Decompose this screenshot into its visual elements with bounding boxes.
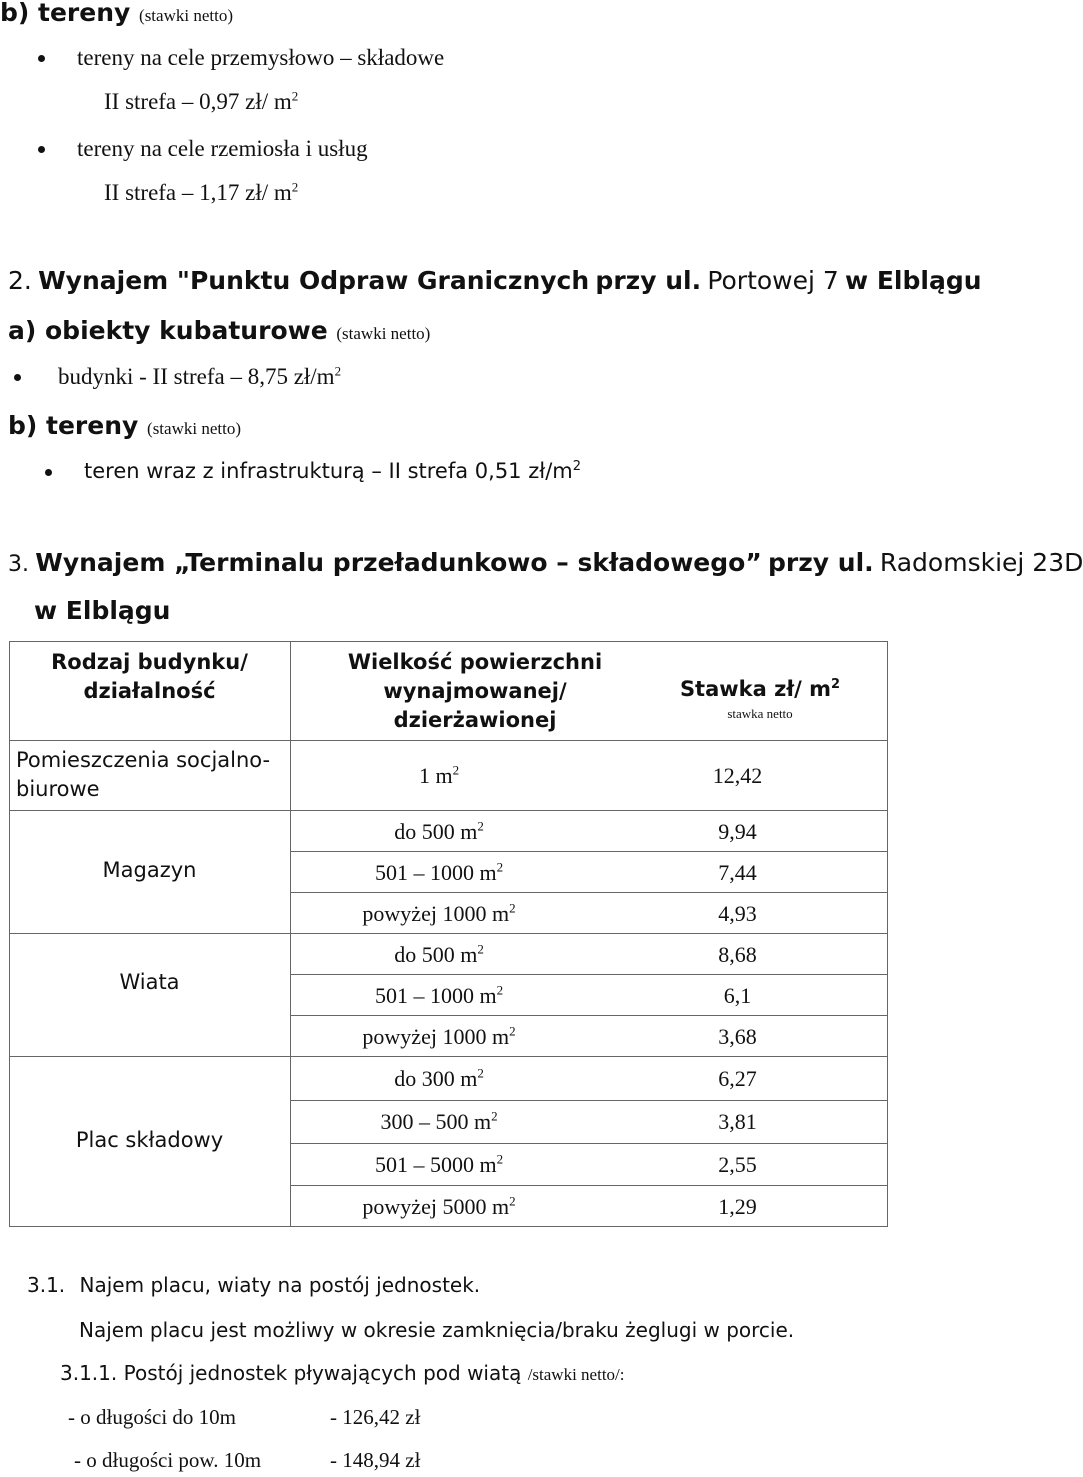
table-row: 501 – 1000 $m^2$ 6,1	[374, 982, 752, 1008]
table-row: 501 – 5000 $m^2$ 2,55	[374, 1151, 757, 1177]
column-header-type: Rodzaj budynku/ działalność	[51, 650, 248, 703]
bullet-icon	[38, 55, 45, 62]
type-cell: Plac składowy	[75, 1128, 224, 1152]
list-item: teren wraz z infrastrukturą – II strefa 0,51 $zł/m^2$	[84, 459, 582, 483]
type-cell: Magazyn	[102, 858, 197, 882]
bullet-icon	[45, 469, 52, 476]
table-row: 1 $m^2$ 12,42	[418, 762, 763, 788]
column-header-rate-note: stawka netto	[727, 706, 793, 721]
section-3-1-1-title: 3.1.1. Postój jednostek pływających pod wiatą /stawki netto/:	[60, 1361, 625, 1385]
section-3-title: 3. Wynajem „Terminalu przeładunkowo – składowego” przy ul. Radomskiej 23D	[8, 548, 1083, 577]
table-row: 300 – 500 $m^2$ 3,81	[380, 1108, 757, 1134]
list-item-line1: tereny na cele rzemiosła i usług	[77, 136, 368, 161]
table-row: powyżej 5000 $m^2$ 1,29	[362, 1193, 757, 1219]
table-row: powyżej 1000 $m^2$ 4,93	[362, 900, 757, 926]
table-row: do 300 $m^2$ 6,27	[394, 1065, 757, 1091]
column-header-rate: Stawka zł/ $m^2$	[679, 677, 841, 701]
section-1b-heading: b) tereny (stawki netto)	[0, 0, 233, 27]
price-value: - 126,42 zł	[330, 1405, 421, 1429]
list-item: budynki - II strefa – 8,75 $zł/m^2$	[58, 363, 342, 389]
type-cell: Pomieszczenia socjalno- biurowe	[16, 748, 271, 801]
section-3-1-description: Najem placu jest możliwy w okresie zamknięcia/braku żeglugi w porcie.	[79, 1318, 795, 1342]
table-row: do 500 $m^2$ 8,68	[394, 941, 757, 967]
type-cell: Wiata	[119, 970, 180, 994]
section-2b-heading: b) tereny (stawki netto)	[8, 411, 241, 440]
price-label: - o długości do 10m	[68, 1405, 236, 1429]
list-item-line1: tereny na cele przemysłowo – składowe	[77, 45, 445, 70]
price-label: - o długości pow. 10m	[74, 1448, 262, 1472]
section-2a-heading: a) obiekty kubaturowe (stawki netto)	[8, 316, 431, 345]
table-row: do 500 $m^2$ 9,94	[394, 818, 757, 844]
section-3-title-line2: w Elblągu	[34, 596, 171, 625]
column-header-area: Wielkość powierzchni wynajmowanej/ dzierżawionej	[347, 650, 603, 732]
price-value: - 148,94 zł	[330, 1448, 421, 1472]
section-2-title: 2. Wynajem "Punktu Odpraw Granicznych przy ul. Portowej 7 w Elblągu	[8, 266, 982, 295]
table-row: powyżej 1000 $m^2$ 3,68	[362, 1023, 757, 1049]
section-3-1-title: 3.1. Najem placu, wiaty na postój jednostek.	[27, 1273, 481, 1297]
bullet-icon	[38, 146, 45, 153]
table-row: 501 – 1000 $m^2$ 7,44	[374, 859, 757, 885]
list-item-line2: II strefa – 1,17 zł/ $m^2$	[104, 179, 299, 205]
list-item-line2: II strefa – 0,97 zł/ $m^2$	[104, 88, 299, 114]
bullet-icon	[14, 374, 21, 381]
